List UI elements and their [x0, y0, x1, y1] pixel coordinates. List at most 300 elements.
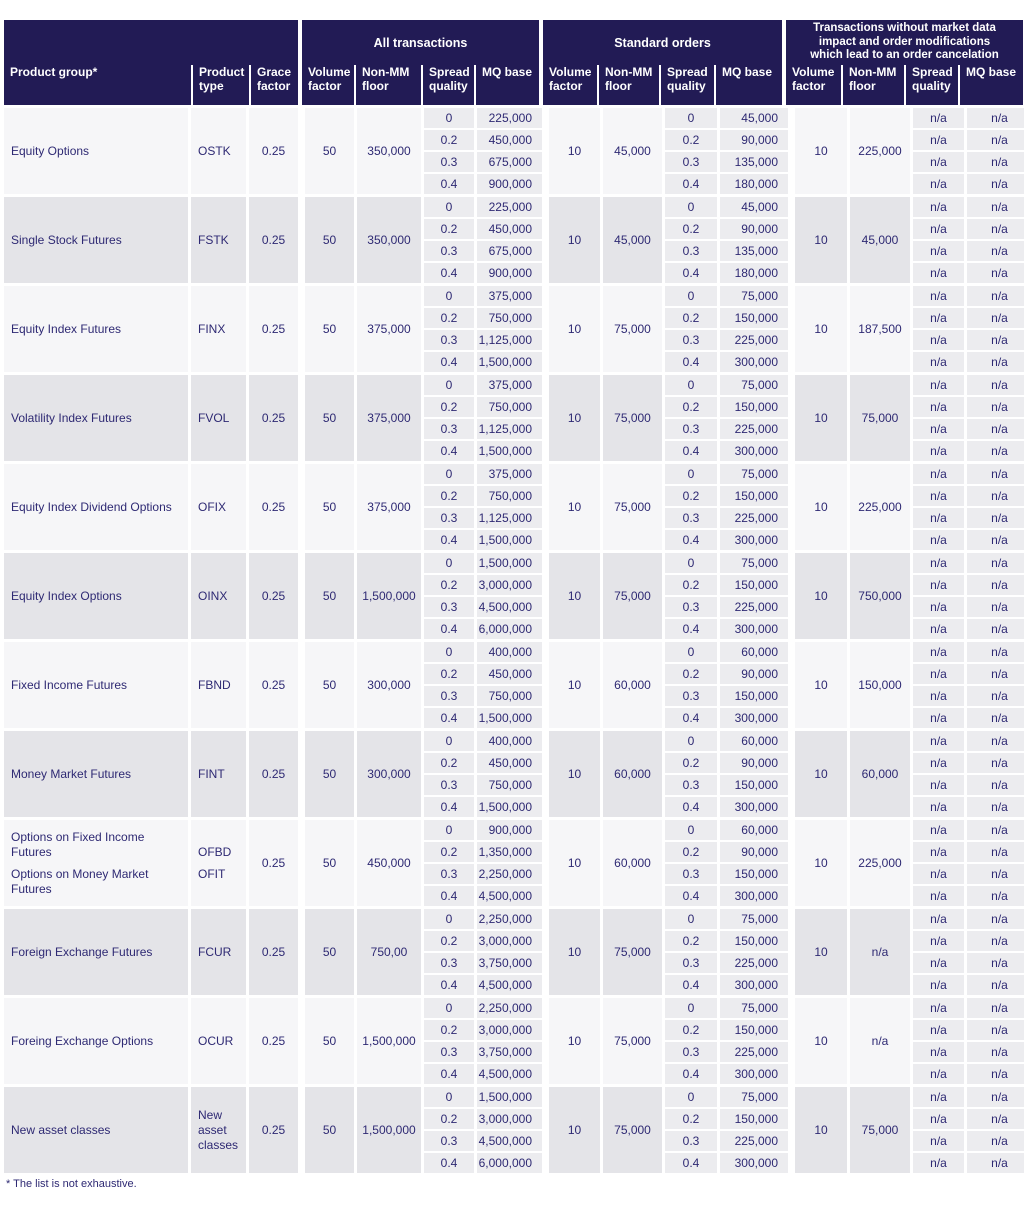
spread-quality-cell: n/a: [913, 886, 964, 906]
section-title-line: which lead to an order cancelation: [810, 49, 999, 62]
all-non-mm-floor-cell: 350,000: [357, 197, 421, 283]
no-impact-non-mm-floor-cell: 187,500: [850, 286, 910, 372]
quotation-parameters-table: [4, 20, 1021, 1173]
no-impact-mq-base-subcolumn: [967, 909, 1024, 995]
grace-factor-cell: 0.25: [249, 108, 298, 194]
all-volume-factor-cell: 50: [305, 464, 354, 550]
mq-base-cell: 1,500,000: [477, 553, 542, 573]
spread-quality-cell: 0.2: [665, 219, 717, 239]
grace-factor-cell: 0.25: [249, 286, 298, 372]
mq-base-cell: 45,000: [720, 197, 788, 217]
mq-base-cell: n/a: [967, 1153, 1024, 1173]
no-impact-non-mm-floor-cell: 150,000: [850, 642, 910, 728]
spread-quality-cell: 0: [424, 197, 474, 217]
mq-base-cell: 150,000: [720, 486, 788, 506]
standard-volume-factor-cell: 10: [549, 464, 600, 550]
all-volume-factor-cell: 50: [305, 197, 354, 283]
standard-volume-factor-cell: 10: [549, 286, 600, 372]
no-impact-non-mm-floor-cell: n/a: [850, 909, 910, 995]
product-type-cell: [191, 998, 246, 1084]
no-impact-non-mm-floor-cell: 60,000: [850, 731, 910, 817]
mq-base-cell: n/a: [967, 419, 1024, 439]
standard-spread-quality-subcolumn: [665, 553, 717, 639]
no-impact-spread-quality-subcolumn: [913, 731, 964, 817]
standard-non-mm-floor-cell: 75,000: [603, 286, 662, 372]
standard-non-mm-floor-cell: 75,000: [603, 464, 662, 550]
spread-quality-cell: n/a: [913, 909, 964, 929]
all-non-mm-floor-cell: 450,000: [357, 820, 421, 906]
standard-volume-factor-cell: 10: [549, 197, 600, 283]
mq-base-cell: 400,000: [477, 642, 542, 662]
all-volume-factor-cell: 50: [305, 731, 354, 817]
product-group-cell: [4, 108, 188, 194]
spread-quality-cell: n/a: [913, 1153, 964, 1173]
mq-base-cell: 225,000: [477, 197, 542, 217]
spread-quality-cell: 0.3: [665, 686, 717, 706]
mq-base-cell: 750,000: [477, 486, 542, 506]
mq-base-cell: 400,000: [477, 731, 542, 751]
spread-quality-cell: 0.2: [424, 575, 474, 595]
spread-quality-cell: 0: [424, 375, 474, 395]
no-impact-mq-base-subcolumn: [967, 731, 1024, 817]
spread-quality-cell: n/a: [913, 1042, 964, 1062]
mq-base-cell: 90,000: [720, 842, 788, 862]
mq-base-cell: n/a: [967, 352, 1024, 372]
column-header-product-group: Product group*: [10, 65, 98, 79]
mq-base-cell: n/a: [967, 931, 1024, 951]
mq-base-cell: 300,000: [720, 441, 788, 461]
standard-non-mm-floor-cell: 45,000: [603, 108, 662, 194]
product-group-cell-line: Fixed Income Futures: [11, 677, 128, 692]
spread-quality-cell: 0: [424, 1087, 474, 1107]
mq-base-cell: 150,000: [720, 686, 788, 706]
mq-base-cell: 1,500,000: [477, 797, 542, 817]
mq-base-cell: 75,000: [720, 909, 788, 929]
mq-base-cell: n/a: [967, 642, 1024, 662]
spread-quality-cell: 0: [665, 286, 717, 306]
spread-quality-cell: 0.3: [424, 597, 474, 617]
mq-base-cell: 180,000: [720, 174, 788, 194]
product-type-cell: [191, 464, 246, 550]
all-mq-base-subcolumn: [477, 731, 542, 817]
all-spread-quality-subcolumn: [424, 1087, 474, 1173]
spread-quality-cell: n/a: [913, 1131, 964, 1151]
mq-base-cell: n/a: [967, 575, 1024, 595]
spread-quality-cell: 0.3: [665, 597, 717, 617]
spread-quality-cell: n/a: [913, 308, 964, 328]
product-type-cell: [191, 1087, 246, 1173]
standard-volume-factor-cell: 10: [549, 1087, 600, 1173]
mq-base-cell: 150,000: [720, 1109, 788, 1129]
mq-base-cell: 4,500,000: [477, 1064, 542, 1084]
spread-quality-cell: 0.3: [424, 152, 474, 172]
no-impact-spread-quality-subcolumn: [913, 820, 964, 906]
spread-quality-cell: 0.2: [424, 486, 474, 506]
column-header-volume-factor: Volume factor: [792, 65, 835, 93]
standard-mq-base-subcolumn: [720, 464, 788, 550]
mq-base-cell: 75,000: [720, 998, 788, 1018]
table-body: [4, 108, 1021, 1173]
column-header-mq-base: MQ base: [714, 65, 782, 105]
no-impact-volume-factor-cell: 10: [795, 375, 847, 461]
mq-base-cell: n/a: [967, 286, 1024, 306]
standard-non-mm-floor-cell: 75,000: [603, 998, 662, 1084]
spread-quality-cell: 0.4: [424, 797, 474, 817]
mq-base-cell: 75,000: [720, 464, 788, 484]
standard-spread-quality-subcolumn: [665, 286, 717, 372]
spread-quality-cell: n/a: [913, 152, 964, 172]
standard-volume-factor-cell: 10: [549, 820, 600, 906]
all-mq-base-subcolumn: [477, 1087, 542, 1173]
table-row: [4, 553, 1021, 639]
spread-quality-cell: 0.3: [424, 686, 474, 706]
all-spread-quality-subcolumn: [424, 820, 474, 906]
table-row: [4, 731, 1021, 817]
no-impact-mq-base-subcolumn: [967, 375, 1024, 461]
mq-base-cell: n/a: [967, 308, 1024, 328]
mq-base-cell: n/a: [967, 486, 1024, 506]
spread-quality-cell: 0: [424, 731, 474, 751]
spread-quality-cell: 0.3: [424, 775, 474, 795]
spread-quality-cell: n/a: [913, 642, 964, 662]
mq-base-cell: 900,000: [477, 820, 542, 840]
no-impact-volume-factor-cell: 10: [795, 197, 847, 283]
table-row: [4, 286, 1021, 372]
all-non-mm-floor-cell: 1,500,000: [357, 998, 421, 1084]
spread-quality-cell: 0.3: [424, 508, 474, 528]
mq-base-cell: n/a: [967, 130, 1024, 150]
product-type-cell: [191, 820, 246, 906]
spread-quality-cell: n/a: [913, 953, 964, 973]
spread-quality-cell: 0.3: [665, 419, 717, 439]
no-impact-volume-factor-cell: 10: [795, 642, 847, 728]
column-header-volume-factor: Volume factor: [308, 65, 351, 93]
product-group-cell: [4, 553, 188, 639]
no-impact-mq-base-subcolumn: [967, 108, 1024, 194]
mq-base-cell: n/a: [967, 397, 1024, 417]
grace-factor-cell: 0.25: [249, 375, 298, 461]
mq-base-cell: n/a: [967, 975, 1024, 995]
spread-quality-cell: n/a: [913, 174, 964, 194]
spread-quality-cell: 0.2: [424, 842, 474, 862]
standard-spread-quality-subcolumn: [665, 820, 717, 906]
mq-base-cell: 60,000: [720, 820, 788, 840]
product-group-cell: [4, 642, 188, 728]
no-impact-spread-quality-subcolumn: [913, 1087, 964, 1173]
mq-base-cell: 150,000: [720, 397, 788, 417]
spread-quality-cell: 0.3: [424, 1131, 474, 1151]
mq-base-cell: n/a: [967, 530, 1024, 550]
mq-base-cell: 1,500,000: [477, 352, 542, 372]
mq-base-cell: n/a: [967, 1109, 1024, 1129]
no-impact-mq-base-subcolumn: [967, 197, 1024, 283]
section-title-line: impact and order modifications: [818, 35, 991, 48]
all-spread-quality-subcolumn: [424, 553, 474, 639]
spread-quality-cell: 0.2: [665, 931, 717, 951]
mq-base-cell: 300,000: [720, 619, 788, 639]
all-non-mm-floor-cell: 375,000: [357, 286, 421, 372]
mq-base-cell: 225,000: [720, 1042, 788, 1062]
mq-base-cell: 150,000: [720, 575, 788, 595]
no-impact-non-mm-floor-cell: 225,000: [850, 820, 910, 906]
mq-base-cell: n/a: [967, 731, 1024, 751]
mq-base-cell: 3,750,000: [477, 1042, 542, 1062]
all-spread-quality-subcolumn: [424, 286, 474, 372]
mq-base-cell: 300,000: [720, 708, 788, 728]
product-group-cell-line: Equity Index Futures: [11, 321, 122, 336]
standard-mq-base-subcolumn: [720, 553, 788, 639]
mq-base-cell: 150,000: [720, 775, 788, 795]
all-mq-base-subcolumn: [477, 909, 542, 995]
header-block-standard-orders: [543, 20, 782, 105]
mq-base-cell: 2,250,000: [477, 864, 542, 884]
spread-quality-cell: n/a: [913, 530, 964, 550]
spread-quality-cell: 0.2: [424, 397, 474, 417]
no-impact-spread-quality-subcolumn: [913, 286, 964, 372]
spread-quality-cell: n/a: [913, 464, 964, 484]
spread-quality-cell: n/a: [913, 241, 964, 261]
no-impact-spread-quality-subcolumn: [913, 998, 964, 1084]
no-impact-non-mm-floor-cell: 750,000: [850, 553, 910, 639]
mq-base-cell: 60,000: [720, 731, 788, 751]
spread-quality-cell: 0.4: [665, 619, 717, 639]
mq-base-cell: 225,000: [720, 953, 788, 973]
spread-quality-cell: n/a: [913, 619, 964, 639]
spread-quality-cell: 0.3: [665, 330, 717, 350]
standard-spread-quality-subcolumn: [665, 909, 717, 995]
product-group-cell: [4, 197, 188, 283]
spread-quality-cell: 0.3: [424, 864, 474, 884]
mq-base-cell: n/a: [967, 1042, 1024, 1062]
product-group-cell: [4, 731, 188, 817]
spread-quality-cell: 0.3: [424, 241, 474, 261]
mq-base-cell: n/a: [967, 1064, 1024, 1084]
grace-factor-cell: 0.25: [249, 998, 298, 1084]
section-title-all-transactions: All transactions: [373, 35, 468, 50]
table-row: [4, 108, 1021, 194]
spread-quality-cell: 0.4: [424, 174, 474, 194]
no-impact-mq-base-subcolumn: [967, 1087, 1024, 1173]
standard-volume-factor-cell: 10: [549, 642, 600, 728]
mq-base-cell: 90,000: [720, 664, 788, 684]
no-impact-volume-factor-cell: 10: [795, 464, 847, 550]
section-title-line: Transactions without market data: [813, 22, 996, 35]
mq-base-cell: n/a: [967, 441, 1024, 461]
no-impact-spread-quality-subcolumn: [913, 642, 964, 728]
product-type-cell-line: FBND: [198, 677, 231, 692]
all-spread-quality-subcolumn: [424, 375, 474, 461]
all-spread-quality-subcolumn: [424, 998, 474, 1084]
mq-base-cell: 225,000: [720, 330, 788, 350]
standard-spread-quality-subcolumn: [665, 464, 717, 550]
mq-base-cell: 750,000: [477, 775, 542, 795]
spread-quality-cell: n/a: [913, 842, 964, 862]
mq-base-cell: 75,000: [720, 553, 788, 573]
column-header-non-mm-floor: Non-MM floor: [841, 65, 904, 105]
mq-base-cell: 180,000: [720, 263, 788, 283]
mq-base-cell: 3,000,000: [477, 931, 542, 951]
spread-quality-cell: 0.2: [665, 842, 717, 862]
mq-base-cell: 2,250,000: [477, 998, 542, 1018]
standard-mq-base-subcolumn: [720, 998, 788, 1084]
no-impact-spread-quality-subcolumn: [913, 375, 964, 461]
product-group-cell: [4, 998, 188, 1084]
mq-base-cell: 150,000: [720, 864, 788, 884]
spread-quality-cell: 0.2: [424, 308, 474, 328]
product-type-cell-line: OFBD: [198, 844, 232, 859]
no-impact-spread-quality-subcolumn: [913, 197, 964, 283]
standard-spread-quality-subcolumn: [665, 197, 717, 283]
grace-factor-cell: 0.25: [249, 464, 298, 550]
all-volume-factor-cell: 50: [305, 286, 354, 372]
all-non-mm-floor-cell: 375,000: [357, 375, 421, 461]
product-type-cell: [191, 553, 246, 639]
spread-quality-cell: 0.4: [424, 1153, 474, 1173]
spread-quality-cell: n/a: [913, 197, 964, 217]
spread-quality-cell: n/a: [913, 263, 964, 283]
mq-base-cell: n/a: [967, 1131, 1024, 1151]
spread-quality-cell: 0: [665, 998, 717, 1018]
product-type-cell: [191, 731, 246, 817]
all-mq-base-subcolumn: [477, 286, 542, 372]
product-group-cell-line: New asset classes: [11, 1122, 111, 1137]
mq-base-cell: 225,000: [720, 508, 788, 528]
mq-base-cell: n/a: [967, 330, 1024, 350]
grace-factor-cell: 0.25: [249, 642, 298, 728]
all-non-mm-floor-cell: 750,00: [357, 909, 421, 995]
spread-quality-cell: 0.4: [424, 886, 474, 906]
grace-factor-cell: 0.25: [249, 731, 298, 817]
mq-base-cell: 900,000: [477, 263, 542, 283]
all-mq-base-subcolumn: [477, 108, 542, 194]
product-type-cell: [191, 642, 246, 728]
no-impact-mq-base-subcolumn: [967, 553, 1024, 639]
mq-base-cell: n/a: [967, 1020, 1024, 1040]
all-mq-base-subcolumn: [477, 375, 542, 461]
mq-base-cell: 45,000: [720, 108, 788, 128]
spread-quality-cell: n/a: [913, 1109, 964, 1129]
mq-base-cell: 450,000: [477, 753, 542, 773]
all-mq-base-subcolumn: [477, 553, 542, 639]
mq-base-cell: 675,000: [477, 152, 542, 172]
spread-quality-cell: 0: [665, 642, 717, 662]
mq-base-cell: 1,125,000: [477, 330, 542, 350]
standard-mq-base-subcolumn: [720, 1087, 788, 1173]
product-group-cell-line: Foreing Exchange Options: [11, 1033, 154, 1048]
mq-base-cell: 3,000,000: [477, 575, 542, 595]
product-type-cell-line: OFIT: [198, 866, 226, 881]
all-volume-factor-cell: 50: [305, 108, 354, 194]
product-type-cell-line: OSTK: [198, 143, 231, 158]
all-volume-factor-cell: 50: [305, 375, 354, 461]
no-impact-volume-factor-cell: 10: [795, 820, 847, 906]
spread-quality-cell: 0.3: [424, 330, 474, 350]
no-impact-volume-factor-cell: 10: [795, 286, 847, 372]
standard-volume-factor-cell: 10: [549, 998, 600, 1084]
table-row: [4, 464, 1021, 550]
mq-base-cell: 300,000: [720, 975, 788, 995]
column-header-non-mm-floor: Non-MM floor: [597, 65, 659, 105]
section-title-no-impact: [786, 20, 1023, 65]
column-header-non-mm-floor: Non-MM floor: [354, 65, 421, 105]
product-type-cell-line: OCUR: [198, 1033, 234, 1048]
all-non-mm-floor-cell: 300,000: [357, 731, 421, 817]
standard-spread-quality-subcolumn: [665, 1087, 717, 1173]
spread-quality-cell: 0.4: [424, 441, 474, 461]
mq-base-cell: 60,000: [720, 642, 788, 662]
spread-quality-cell: n/a: [913, 1020, 964, 1040]
mq-base-cell: n/a: [967, 219, 1024, 239]
spread-quality-cell: n/a: [913, 753, 964, 773]
product-group-cell-line: Single Stock Futures: [11, 232, 122, 247]
standard-non-mm-floor-cell: 60,000: [603, 642, 662, 728]
mq-base-cell: 75,000: [720, 1087, 788, 1107]
mq-base-cell: n/a: [967, 1087, 1024, 1107]
spread-quality-cell: 0.4: [424, 708, 474, 728]
mq-base-cell: 375,000: [477, 375, 542, 395]
spread-quality-cell: 0.4: [665, 886, 717, 906]
mq-base-cell: 6,000,000: [477, 619, 542, 639]
standard-non-mm-floor-cell: 75,000: [603, 909, 662, 995]
product-type-cell-line: FINT: [198, 766, 225, 781]
spread-quality-cell: 0.3: [665, 241, 717, 261]
mq-base-cell: 75,000: [720, 286, 788, 306]
mq-base-cell: 225,000: [477, 108, 542, 128]
mq-base-cell: n/a: [967, 820, 1024, 840]
all-spread-quality-subcolumn: [424, 642, 474, 728]
header-block-all-transactions: [302, 20, 539, 105]
mq-base-cell: 75,000: [720, 375, 788, 395]
product-group-cell-line: Volatility Index Futures: [11, 410, 132, 425]
column-header-product-type: Product type: [191, 65, 249, 105]
spread-quality-cell: 0.3: [665, 953, 717, 973]
mq-base-cell: 450,000: [477, 219, 542, 239]
product-type-cell-line: FCUR: [198, 944, 232, 959]
spread-quality-cell: 0.4: [665, 441, 717, 461]
spread-quality-cell: 0.4: [665, 708, 717, 728]
all-non-mm-floor-cell: 1,500,000: [357, 553, 421, 639]
mq-base-cell: 4,500,000: [477, 1131, 542, 1151]
all-mq-base-subcolumn: [477, 820, 542, 906]
spread-quality-cell: 0.3: [665, 1042, 717, 1062]
no-impact-non-mm-floor-cell: 75,000: [850, 375, 910, 461]
spread-quality-cell: 0.2: [665, 753, 717, 773]
table-footnote: * The list is not exhaustive.: [6, 1178, 137, 1190]
no-impact-mq-base-subcolumn: [967, 464, 1024, 550]
mq-base-cell: n/a: [967, 375, 1024, 395]
spread-quality-cell: 0.4: [665, 352, 717, 372]
mq-base-cell: n/a: [967, 664, 1024, 684]
spread-quality-cell: n/a: [913, 864, 964, 884]
mq-base-cell: n/a: [967, 597, 1024, 617]
all-non-mm-floor-cell: 300,000: [357, 642, 421, 728]
mq-base-cell: n/a: [967, 753, 1024, 773]
spread-quality-cell: 0: [424, 998, 474, 1018]
no-impact-volume-factor-cell: 10: [795, 909, 847, 995]
spread-quality-cell: n/a: [913, 975, 964, 995]
spread-quality-cell: n/a: [913, 419, 964, 439]
standard-non-mm-floor-cell: 60,000: [603, 731, 662, 817]
all-volume-factor-cell: 50: [305, 642, 354, 728]
column-header-mq-base: MQ base: [474, 65, 539, 105]
product-group-cell-line: Equity Index Options: [11, 588, 122, 603]
grace-factor-cell: 0.25: [249, 197, 298, 283]
table-row: [4, 375, 1021, 461]
spread-quality-cell: n/a: [913, 441, 964, 461]
no-impact-mq-base-subcolumn: [967, 642, 1024, 728]
mq-base-cell: 90,000: [720, 219, 788, 239]
spread-quality-cell: 0.3: [665, 152, 717, 172]
